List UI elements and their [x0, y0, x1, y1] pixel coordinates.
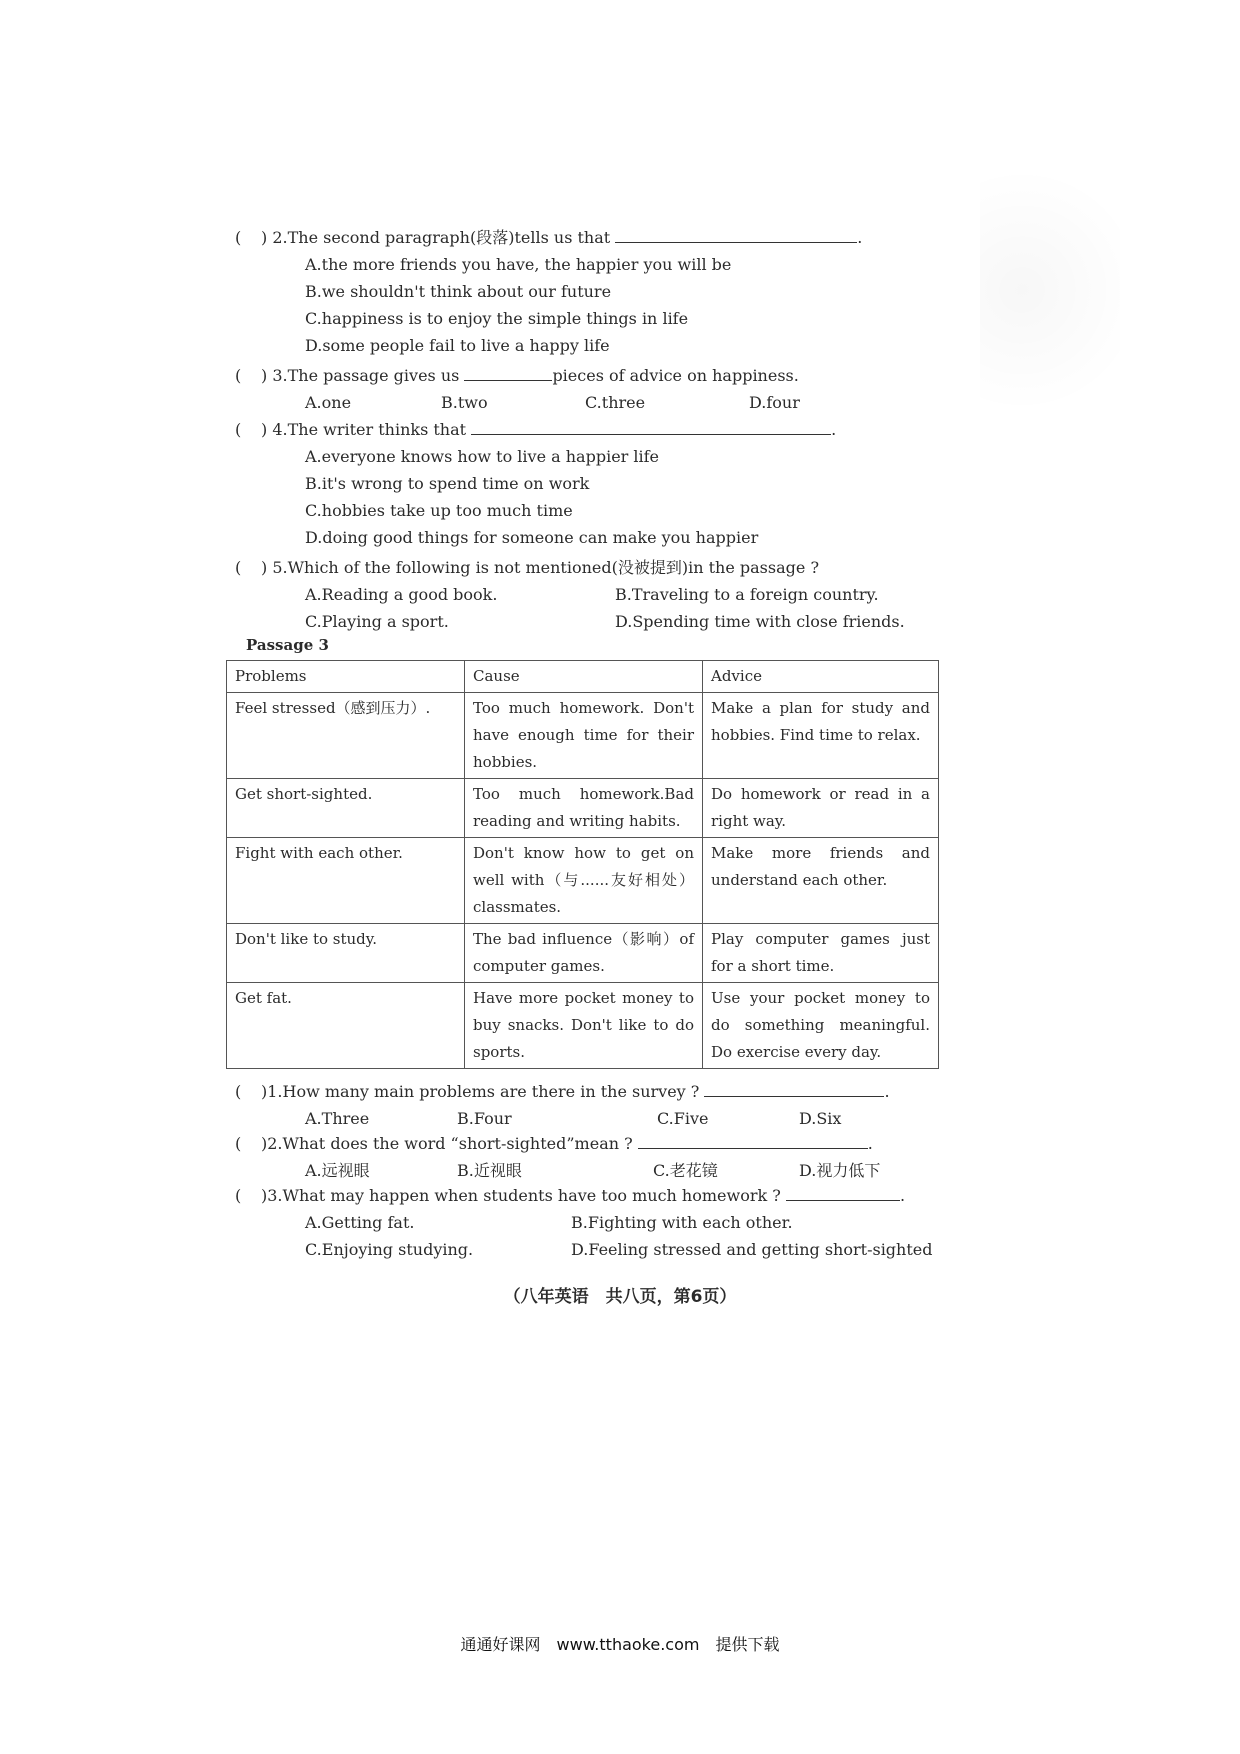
advice-cell: Play computer games just for a short time. [703, 924, 939, 983]
passage3-question-2 [235, 1130, 975, 1184]
option-d[interactable]: D.Spending time with close friends. [615, 612, 905, 631]
answer-blank[interactable] [638, 1134, 868, 1149]
cause-cell: Don't know how to get on well with（与......友好相处）classmates. [465, 838, 703, 924]
problem-cell: Fight with each other. [227, 838, 465, 924]
option-d[interactable]: D.four [749, 393, 800, 412]
question-4 [235, 416, 975, 551]
table-header-row [227, 661, 939, 693]
question-stem: ( )1.How many main problems are there in the survey ? . [235, 1078, 975, 1105]
option-b[interactable]: B.two [441, 393, 488, 412]
question-stem: ( )3.What may happen when students have too much homework ? . [235, 1182, 975, 1209]
option-d[interactable]: D.doing good things for someone can make you happier [305, 528, 759, 547]
option-a[interactable]: A.one [305, 393, 352, 412]
answer-blank[interactable] [704, 1082, 884, 1097]
scan-artifact [980, 170, 1120, 470]
question-2 [235, 224, 975, 359]
passage3-question-3 [235, 1182, 975, 1263]
problem-cell: Get fat. [227, 983, 465, 1069]
option-a[interactable]: A.everyone knows how to live a happier life [305, 447, 660, 466]
answer-paren: ( [235, 558, 242, 577]
question-stem: ( ) 3.The passage gives us pieces of advice on happiness. [235, 362, 975, 389]
question-5 [235, 554, 975, 635]
options-row [235, 1157, 975, 1184]
download-source-footer: 通通好课网 www.tthaoke.com 提供下载 [460, 1635, 780, 1654]
option-c[interactable]: C.Enjoying studying. [305, 1240, 474, 1259]
answer-blank[interactable] [786, 1186, 900, 1201]
header-advice: Advice [703, 661, 939, 693]
option-b[interactable]: B.Fighting with each other. [571, 1213, 793, 1232]
option-a[interactable]: A.the more friends you have, the happier you will be [305, 255, 732, 274]
option-c[interactable]: C.three [585, 393, 646, 412]
answer-blank[interactable] [471, 420, 831, 435]
option-b[interactable]: B.we shouldn't think about our future [305, 282, 612, 301]
survey-table [226, 660, 938, 1069]
option-a[interactable]: A.Three [305, 1109, 370, 1128]
option-d[interactable]: D.视力低下 [799, 1161, 881, 1180]
options-row [235, 389, 975, 416]
option-c[interactable]: C.Five [657, 1109, 709, 1128]
advice-cell: Do homework or read in a right way. [703, 779, 939, 838]
table-row [227, 983, 939, 1069]
problem-cell: Feel stressed（感到压力）. [227, 693, 465, 779]
header-cause: Cause [465, 661, 703, 693]
option-c[interactable]: C.老花镜 [653, 1161, 718, 1180]
question-stem: ( ) 4.The writer thinks that . [235, 416, 975, 443]
table-row [227, 838, 939, 924]
option-a[interactable]: A.远视眼 [305, 1161, 370, 1180]
cause-cell: The bad influence（影响）of computer games. [465, 924, 703, 983]
table-row [227, 924, 939, 983]
answer-paren: ( [235, 1186, 242, 1205]
cause-cell: Too much homework.Bad reading and writing habits. [465, 779, 703, 838]
option-c[interactable]: C.hobbies take up too much time [305, 501, 573, 520]
option-b[interactable]: B.it's wrong to spend time on work [305, 474, 590, 493]
table-row [227, 693, 939, 779]
option-d[interactable]: D.Feeling stressed and getting short-sighted [571, 1240, 933, 1259]
question-3 [235, 362, 975, 416]
page-number-footer: （八年英语 共八页，第6页） [503, 1287, 737, 1307]
answer-paren: ( [235, 1134, 242, 1153]
table-row [227, 779, 939, 838]
option-a[interactable]: A.Reading a good book. [305, 585, 498, 604]
question-stem: ( ) 2.The second paragraph(段落)tells us that . [235, 224, 975, 251]
problem-cell: Don't like to study. [227, 924, 465, 983]
question-stem: ( )2.What does the word “short-sighted”mean ? . [235, 1130, 975, 1157]
header-problems: Problems [227, 661, 465, 693]
passage-3-title: Passage 3 [246, 636, 329, 654]
question-stem: ( ) 5.Which of the following is not mentioned(没被提到)in the passage ? [235, 554, 975, 581]
option-a[interactable]: A.Getting fat. [305, 1213, 415, 1232]
option-d[interactable]: D.some people fail to live a happy life [305, 336, 610, 355]
answer-paren: ( [235, 366, 242, 385]
advice-cell: Make more friends and understand each other. [703, 838, 939, 924]
answer-blank[interactable] [464, 366, 552, 381]
options-row [235, 1236, 975, 1263]
advice-cell: Use your pocket money to do something meaningful. Do exercise every day. [703, 983, 939, 1069]
option-d[interactable]: D.Six [799, 1109, 842, 1128]
cause-cell: Too much homework. Don't have enough time for their hobbies. [465, 693, 703, 779]
option-c[interactable]: C.Playing a sport. [305, 612, 449, 631]
options-row [235, 581, 975, 608]
option-c[interactable]: C.happiness is to enjoy the simple things in life [305, 309, 689, 328]
problems-table [226, 660, 939, 1069]
option-b[interactable]: B.Four [457, 1109, 512, 1128]
option-b[interactable]: B.Traveling to a foreign country. [615, 585, 879, 604]
advice-cell: Make a plan for study and hobbies. Find time to relax. [703, 693, 939, 779]
options-row [235, 1209, 975, 1236]
cause-cell: Have more pocket money to buy snacks. Don't like to do sports. [465, 983, 703, 1069]
answer-paren: ( [235, 1082, 242, 1101]
answer-paren: ( [235, 420, 242, 439]
options-row [235, 608, 975, 635]
answer-blank[interactable] [615, 228, 857, 243]
problem-cell: Get short-sighted. [227, 779, 465, 838]
options-row [235, 1105, 975, 1132]
option-b[interactable]: B.近视眼 [457, 1161, 522, 1180]
passage3-question-1 [235, 1078, 975, 1132]
answer-paren: ( [235, 228, 242, 247]
